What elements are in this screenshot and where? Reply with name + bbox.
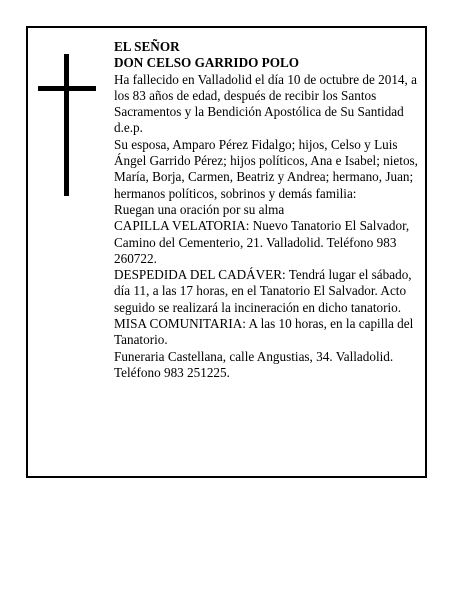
deceased-name: DON CELSO GARRIDO POLO	[114, 55, 300, 71]
obituary-text	[114, 39, 422, 381]
family-list: Su esposa, Amparo Pérez Fidalgo; hijos, Celso y Luis Ángel Garrido Pérez; hijos políticos, Ana e Isabel; nietos, María, Borja, Carmen, Beatriz y Andrea; hermano, Juan; hermanos políticos, sobrinos y demás familia:	[114, 136, 418, 201]
cross-vertical-bar	[64, 54, 69, 196]
death-announcement: Ha fallecido en Valladolid el día 10 de octubre de 2014, a los 83 años de edad, después de recibir los Santos Sacramentos y la Bendición Apostólica de Su Santidad d.e.p.	[114, 71, 417, 136]
mass-info: MISA COMUNITARIA: A las 10 horas, en la capilla del Tanatorio.	[114, 316, 414, 348]
prayer-request: Ruegan una oración por su alma	[114, 201, 285, 217]
funeral-home-info: Funeraria Castellana, calle Angustias, 34. Valladolid. Teléfono 983 251225.	[114, 348, 394, 380]
cross-horizontal-bar	[38, 86, 96, 91]
chapel-info: CAPILLA VELATORIA: Nuevo Tanatorio El Salvador, Camino del Cementerio, 21. Valladolid. Teléfono 983 260722.	[114, 218, 410, 266]
farewell-info: DESPEDIDA DEL CADÁVER: Tendrá lugar el sábado, día 11, a las 17 horas, en el Tanatorio El Salvador. Acto seguido se realizará la incineración en dicho tanatorio.	[114, 267, 412, 315]
title-line-1: EL SEÑOR	[114, 39, 180, 54]
